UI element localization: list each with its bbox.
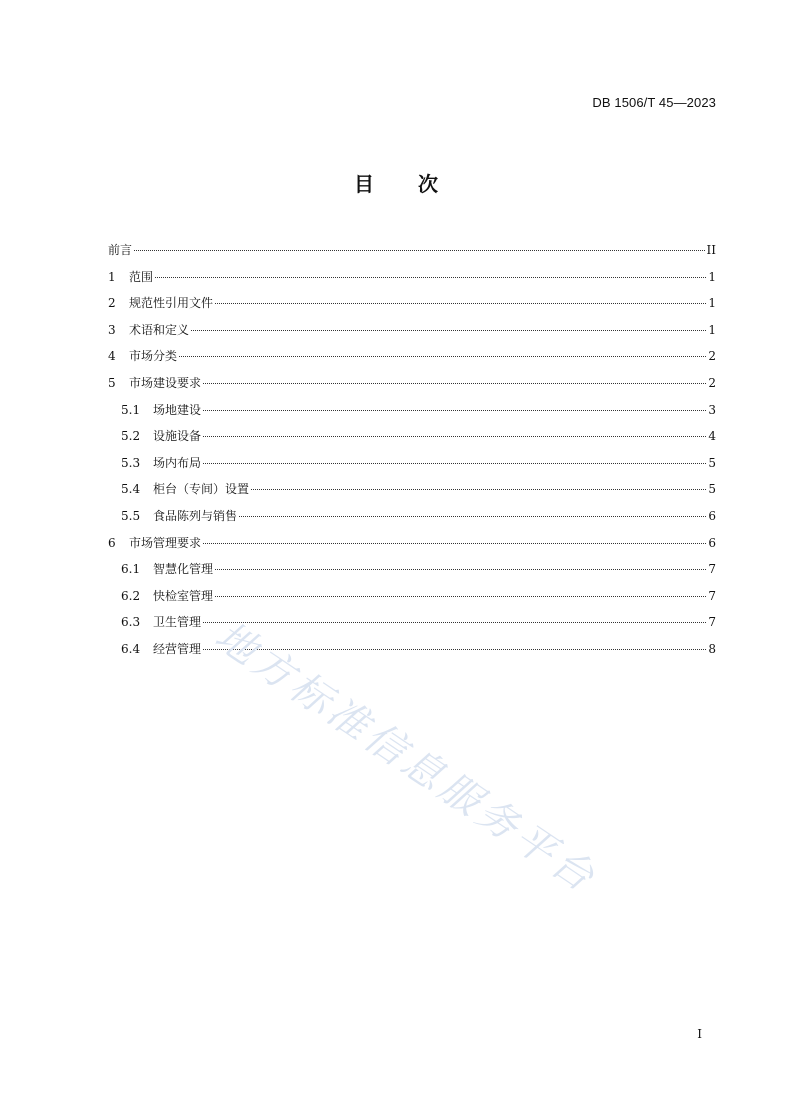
toc-entry-page: 6 (708, 535, 716, 550)
page-title (0, 168, 792, 197)
toc-dot-leader (191, 330, 706, 331)
toc-entry-page: 1 (708, 269, 716, 284)
toc-entry[interactable] (108, 530, 716, 557)
toc-entry-number: 6.3 (121, 615, 141, 630)
toc-entry-title: 市场建设要求 (129, 375, 202, 390)
toc-entry[interactable] (108, 556, 716, 583)
toc-entry-page: 7 (708, 588, 716, 603)
toc-entry[interactable] (108, 264, 716, 291)
page-number: I (697, 1027, 702, 1041)
toc-entry-page: 8 (708, 641, 716, 656)
toc-entry-page: 7 (708, 615, 716, 630)
toc-entry-title: 市场分类 (129, 349, 178, 364)
toc-entry-title: 前言 (108, 243, 133, 257)
toc-entry[interactable] (108, 237, 716, 264)
toc-entry-title: 智慧化管理 (153, 562, 214, 577)
toc-dot-leader (179, 356, 706, 357)
toc-entry-page: II (706, 243, 716, 257)
toc-entry[interactable] (108, 450, 716, 477)
toc-entry-number: 3 (108, 322, 116, 337)
toc-dot-leader (203, 436, 706, 437)
toc-dot-leader (239, 516, 706, 517)
toc-entry-title: 场地建设 (153, 402, 202, 417)
toc-entry-number: 5 (108, 375, 116, 390)
toc-dot-leader (251, 489, 706, 490)
toc-entry-page: 1 (708, 322, 716, 337)
toc-entry-page: 5 (708, 455, 716, 470)
table-of-contents (108, 237, 716, 663)
toc-entry-number: 5.3 (121, 455, 141, 470)
toc-entry[interactable] (108, 609, 716, 636)
title-char-1: 目 (354, 172, 374, 196)
toc-entry-number: 2 (108, 296, 116, 311)
toc-entry-title: 食品陈列与销售 (153, 508, 238, 523)
toc-entry-title: 规范性引用文件 (129, 296, 214, 311)
toc-entry-page: 3 (708, 402, 716, 417)
toc-entry-page: 2 (708, 349, 716, 364)
toc-entry-number: 5.5 (121, 508, 141, 523)
toc-dot-leader (215, 569, 706, 570)
watermark: 地方标准信息服务平台 (206, 613, 606, 903)
toc-entry[interactable] (108, 290, 716, 317)
toc-entry[interactable] (108, 476, 716, 503)
toc-dot-leader (203, 383, 706, 384)
toc-entry-number: 4 (108, 349, 116, 364)
toc-entry[interactable] (108, 583, 716, 610)
toc-entry-title: 设施设备 (153, 429, 202, 444)
toc-entry-title: 经营管理 (153, 641, 202, 656)
toc-entry-number: 6 (108, 535, 116, 550)
toc-dot-leader (215, 596, 706, 597)
toc-entry[interactable] (108, 397, 716, 424)
toc-entry-title: 范围 (129, 269, 154, 284)
toc-entry-title: 市场管理要求 (129, 535, 202, 550)
toc-entry-number: 6.2 (121, 588, 141, 603)
toc-entry-number: 5.2 (121, 429, 141, 444)
toc-entry-page: 6 (708, 508, 716, 523)
toc-entry-number: 5.4 (121, 482, 141, 497)
toc-dot-leader (215, 303, 706, 304)
toc-entry-number: 6.4 (121, 641, 141, 656)
toc-dot-leader (155, 277, 706, 278)
toc-entry-title: 卫生管理 (153, 615, 202, 630)
toc-entry[interactable] (108, 423, 716, 450)
document-code: DB 1506/T 45—2023 (592, 95, 716, 110)
toc-entry[interactable] (108, 503, 716, 530)
toc-entry-page: 5 (708, 482, 716, 497)
toc-entry-page: 7 (708, 562, 716, 577)
toc-entry-number: 1 (108, 269, 116, 284)
toc-entry-title: 术语和定义 (129, 322, 190, 337)
toc-entry[interactable] (108, 343, 716, 370)
toc-dot-leader (203, 649, 706, 650)
toc-dot-leader (203, 543, 706, 544)
toc-entry-page: 1 (708, 296, 716, 311)
toc-dot-leader (203, 622, 706, 623)
toc-entry-title: 柜台（专间）设置 (153, 482, 250, 497)
toc-dot-leader (203, 463, 706, 464)
toc-entry[interactable] (108, 636, 716, 663)
toc-entry-page: 2 (708, 375, 716, 390)
toc-entry-page: 4 (708, 429, 716, 444)
toc-entry-number: 6.1 (121, 562, 141, 577)
title-char-2: 次 (418, 172, 438, 196)
toc-entry[interactable] (108, 370, 716, 397)
toc-entry-title: 场内布局 (153, 455, 202, 470)
toc-dot-leader (203, 410, 706, 411)
toc-dot-leader (134, 250, 705, 251)
toc-entry[interactable] (108, 317, 716, 344)
toc-entry-title: 快检室管理 (153, 588, 214, 603)
toc-entry-number: 5.1 (121, 402, 141, 417)
